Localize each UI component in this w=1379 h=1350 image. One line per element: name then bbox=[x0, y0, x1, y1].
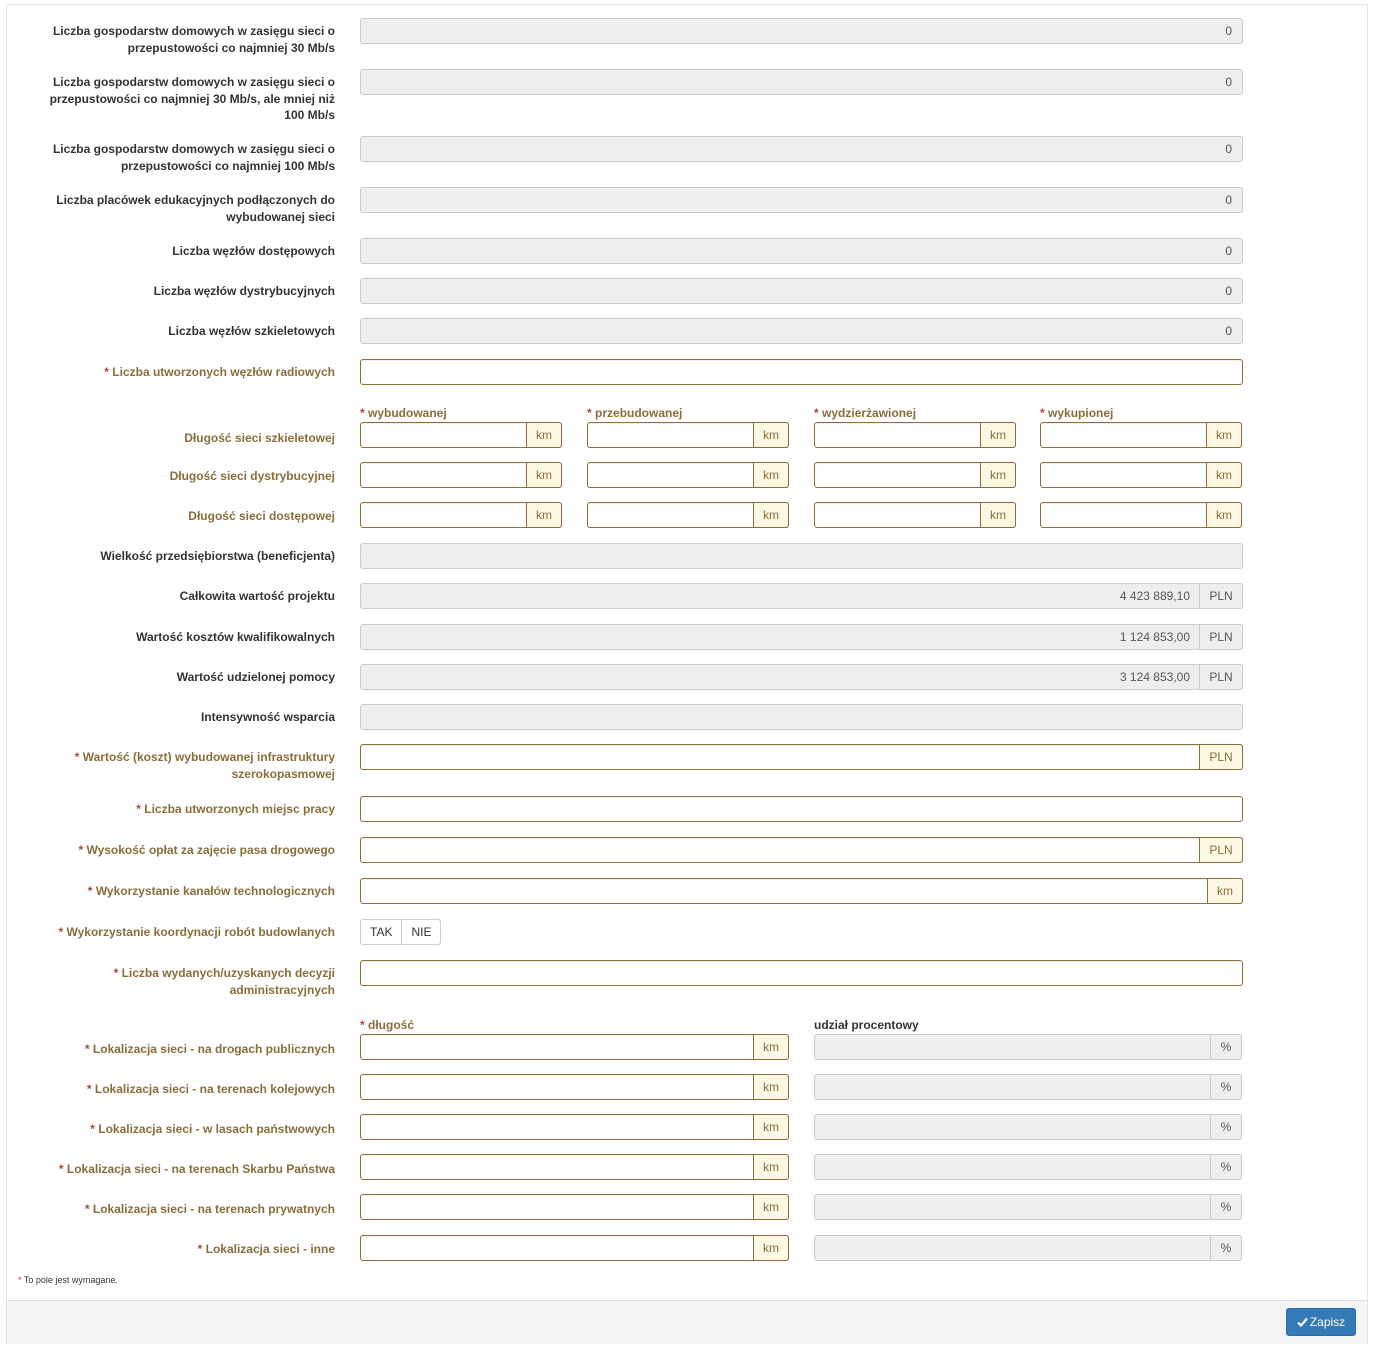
check-icon bbox=[1297, 1317, 1308, 1327]
backbone-built-input[interactable]: km bbox=[360, 422, 562, 448]
label-hh30: Liczba gospodarstw domowych w zasięgu sieci o przepustowości co najmniej 30 Mb/s bbox=[52, 24, 335, 55]
label-distribution-length: Długość sieci dystrybucyjnej bbox=[169, 469, 335, 483]
coordination-toggle bbox=[360, 919, 441, 945]
label-backbone-nodes: Liczba węzłów szkieletowych bbox=[168, 324, 335, 338]
jobs-input[interactable] bbox=[360, 796, 1243, 822]
loc-public-roads-share: % bbox=[814, 1034, 1242, 1060]
label-intensity: Intensywność wsparcia bbox=[200, 710, 335, 724]
field-hh30: 0 bbox=[360, 18, 1243, 44]
label-access-nodes: Liczba węzłów dostępowych bbox=[172, 244, 335, 258]
field-company-size bbox=[360, 543, 1243, 569]
field-edu: 0 bbox=[360, 187, 1243, 213]
label-hh100: Liczba gospodarstw domowych w zasięgu sieci o przepustowości co najmniej 100 Mb/s bbox=[52, 142, 335, 173]
label-loc-private: * Lokalizacja sieci - na terenach prywatnych bbox=[84, 1202, 335, 1216]
loc-forests-share: % bbox=[814, 1114, 1242, 1140]
label-backbone-length: Długość sieci szkieletowej bbox=[184, 431, 335, 445]
loc-treasury-share: % bbox=[814, 1154, 1242, 1180]
decisions-input[interactable] bbox=[360, 960, 1243, 986]
label-total-value: Całkowita wartość projektu bbox=[179, 589, 335, 603]
save-label: Zapisz bbox=[1309, 1315, 1346, 1329]
loc-railway-share: % bbox=[814, 1074, 1242, 1100]
label-loc-railway: * Lokalizacja sieci - na terenach kolejowych bbox=[86, 1082, 335, 1096]
label-infra-cost: * Wartość (koszt) wybudowanej infrastruktury szerokopasmowej bbox=[74, 750, 335, 781]
label-road-fees: * Wysokość opłat za zajęcie pasa drogowego bbox=[78, 843, 335, 857]
label-coordination: * Wykorzystanie koordynacji robót budowlanych bbox=[58, 925, 335, 939]
field-intensity bbox=[360, 704, 1243, 730]
access-rebuilt-input[interactable]: km bbox=[587, 502, 789, 528]
radio-nodes-input[interactable] bbox=[360, 359, 1243, 385]
field-total-value: 4 423 889,10 PLN bbox=[360, 583, 1243, 609]
col-head-share: udział procentowy bbox=[814, 1018, 919, 1032]
loc-private-share: % bbox=[814, 1194, 1242, 1220]
field-hh100: 0 bbox=[360, 136, 1243, 162]
col-head-built: * wybudowanej bbox=[360, 406, 447, 420]
backbone-bought-input[interactable]: km bbox=[1040, 422, 1242, 448]
backbone-leased-input[interactable]: km bbox=[814, 422, 1016, 448]
label-aid-value: Wartość udzielonej pomocy bbox=[176, 670, 335, 684]
tech-channels-input[interactable]: km bbox=[360, 878, 1243, 904]
label-radio-nodes: * Liczba utworzonych węzłów radiowych bbox=[104, 365, 335, 379]
loc-other-share: % bbox=[814, 1235, 1242, 1261]
required-note: * To pole jest wymagane. bbox=[18, 1275, 118, 1285]
field-backbone-nodes: 0 bbox=[360, 318, 1243, 344]
access-bought-input[interactable]: km bbox=[1040, 502, 1242, 528]
label-eligible-costs: Wartość kosztów kwalifikowalnych bbox=[136, 630, 335, 644]
label-tech-channels: * Wykorzystanie kanałów technologicznych bbox=[87, 884, 335, 898]
form-footer bbox=[7, 1300, 1367, 1344]
loc-other-input[interactable]: km bbox=[360, 1235, 789, 1261]
field-hh30-100: 0 bbox=[360, 69, 1243, 95]
loc-private-input[interactable]: km bbox=[360, 1194, 789, 1220]
label-distrib-nodes: Liczba węzłów dystrybucyjnych bbox=[153, 284, 335, 298]
distribution-leased-input[interactable]: km bbox=[814, 462, 1016, 488]
label-hh30-100: Liczba gospodarstw domowych w zasięgu sieci o przepustowości co najmniej 30 Mb/s, ale mniej niż 100 Mb/s bbox=[49, 75, 335, 122]
label-loc-public-roads: * Lokalizacja sieci - na drogach publicznych bbox=[84, 1042, 335, 1056]
label-loc-forests: * Lokalizacja sieci - w lasach państwowych bbox=[90, 1122, 335, 1136]
loc-treasury-input[interactable]: km bbox=[360, 1154, 789, 1180]
field-eligible-costs: 1 124 853,00 PLN bbox=[360, 624, 1243, 650]
coordination-yes-button[interactable]: TAK bbox=[360, 919, 402, 945]
label-decisions: * Liczba wydanych/uzyskanych decyzji administracyjnych bbox=[113, 966, 335, 997]
label-access-length: Długość sieci dostępowej bbox=[188, 509, 335, 523]
distribution-rebuilt-input[interactable]: km bbox=[587, 462, 789, 488]
distribution-bought-input[interactable]: km bbox=[1040, 462, 1242, 488]
access-built-input[interactable]: km bbox=[360, 502, 562, 528]
label-jobs: * Liczba utworzonych miejsc pracy bbox=[136, 802, 335, 816]
road-fees-input[interactable]: PLN bbox=[360, 837, 1243, 863]
distribution-built-input[interactable]: km bbox=[360, 462, 562, 488]
label-loc-treasury: * Lokalizacja sieci - na terenach Skarbu Państwa bbox=[58, 1162, 335, 1176]
backbone-rebuilt-input[interactable]: km bbox=[587, 422, 789, 448]
save-button[interactable] bbox=[1286, 1308, 1356, 1336]
field-access-nodes: 0 bbox=[360, 238, 1243, 264]
col-head-length: * długość bbox=[360, 1018, 415, 1032]
loc-railway-input[interactable]: km bbox=[360, 1074, 789, 1100]
label-loc-other: * Lokalizacja sieci - inne bbox=[197, 1242, 335, 1256]
col-head-bought: * wykupionej bbox=[1040, 406, 1114, 420]
field-distrib-nodes: 0 bbox=[360, 278, 1243, 304]
col-head-rebuilt: * przebudowanej bbox=[587, 406, 683, 420]
access-leased-input[interactable]: km bbox=[814, 502, 1016, 528]
loc-public-roads-input[interactable]: km bbox=[360, 1034, 789, 1060]
field-aid-value: 3 124 853,00 PLN bbox=[360, 664, 1243, 690]
label-company-size: Wielkość przedsiębiorstwa (beneficjenta) bbox=[100, 549, 335, 563]
col-head-leased: * wydzierżawionej bbox=[814, 406, 917, 420]
label-edu: Liczba placówek edukacyjnych podłączonych do wybudowanej sieci bbox=[56, 193, 335, 224]
infra-cost-input[interactable]: PLN bbox=[360, 744, 1243, 770]
coordination-no-button[interactable]: NIE bbox=[402, 919, 441, 945]
loc-forests-input[interactable]: km bbox=[360, 1114, 789, 1140]
